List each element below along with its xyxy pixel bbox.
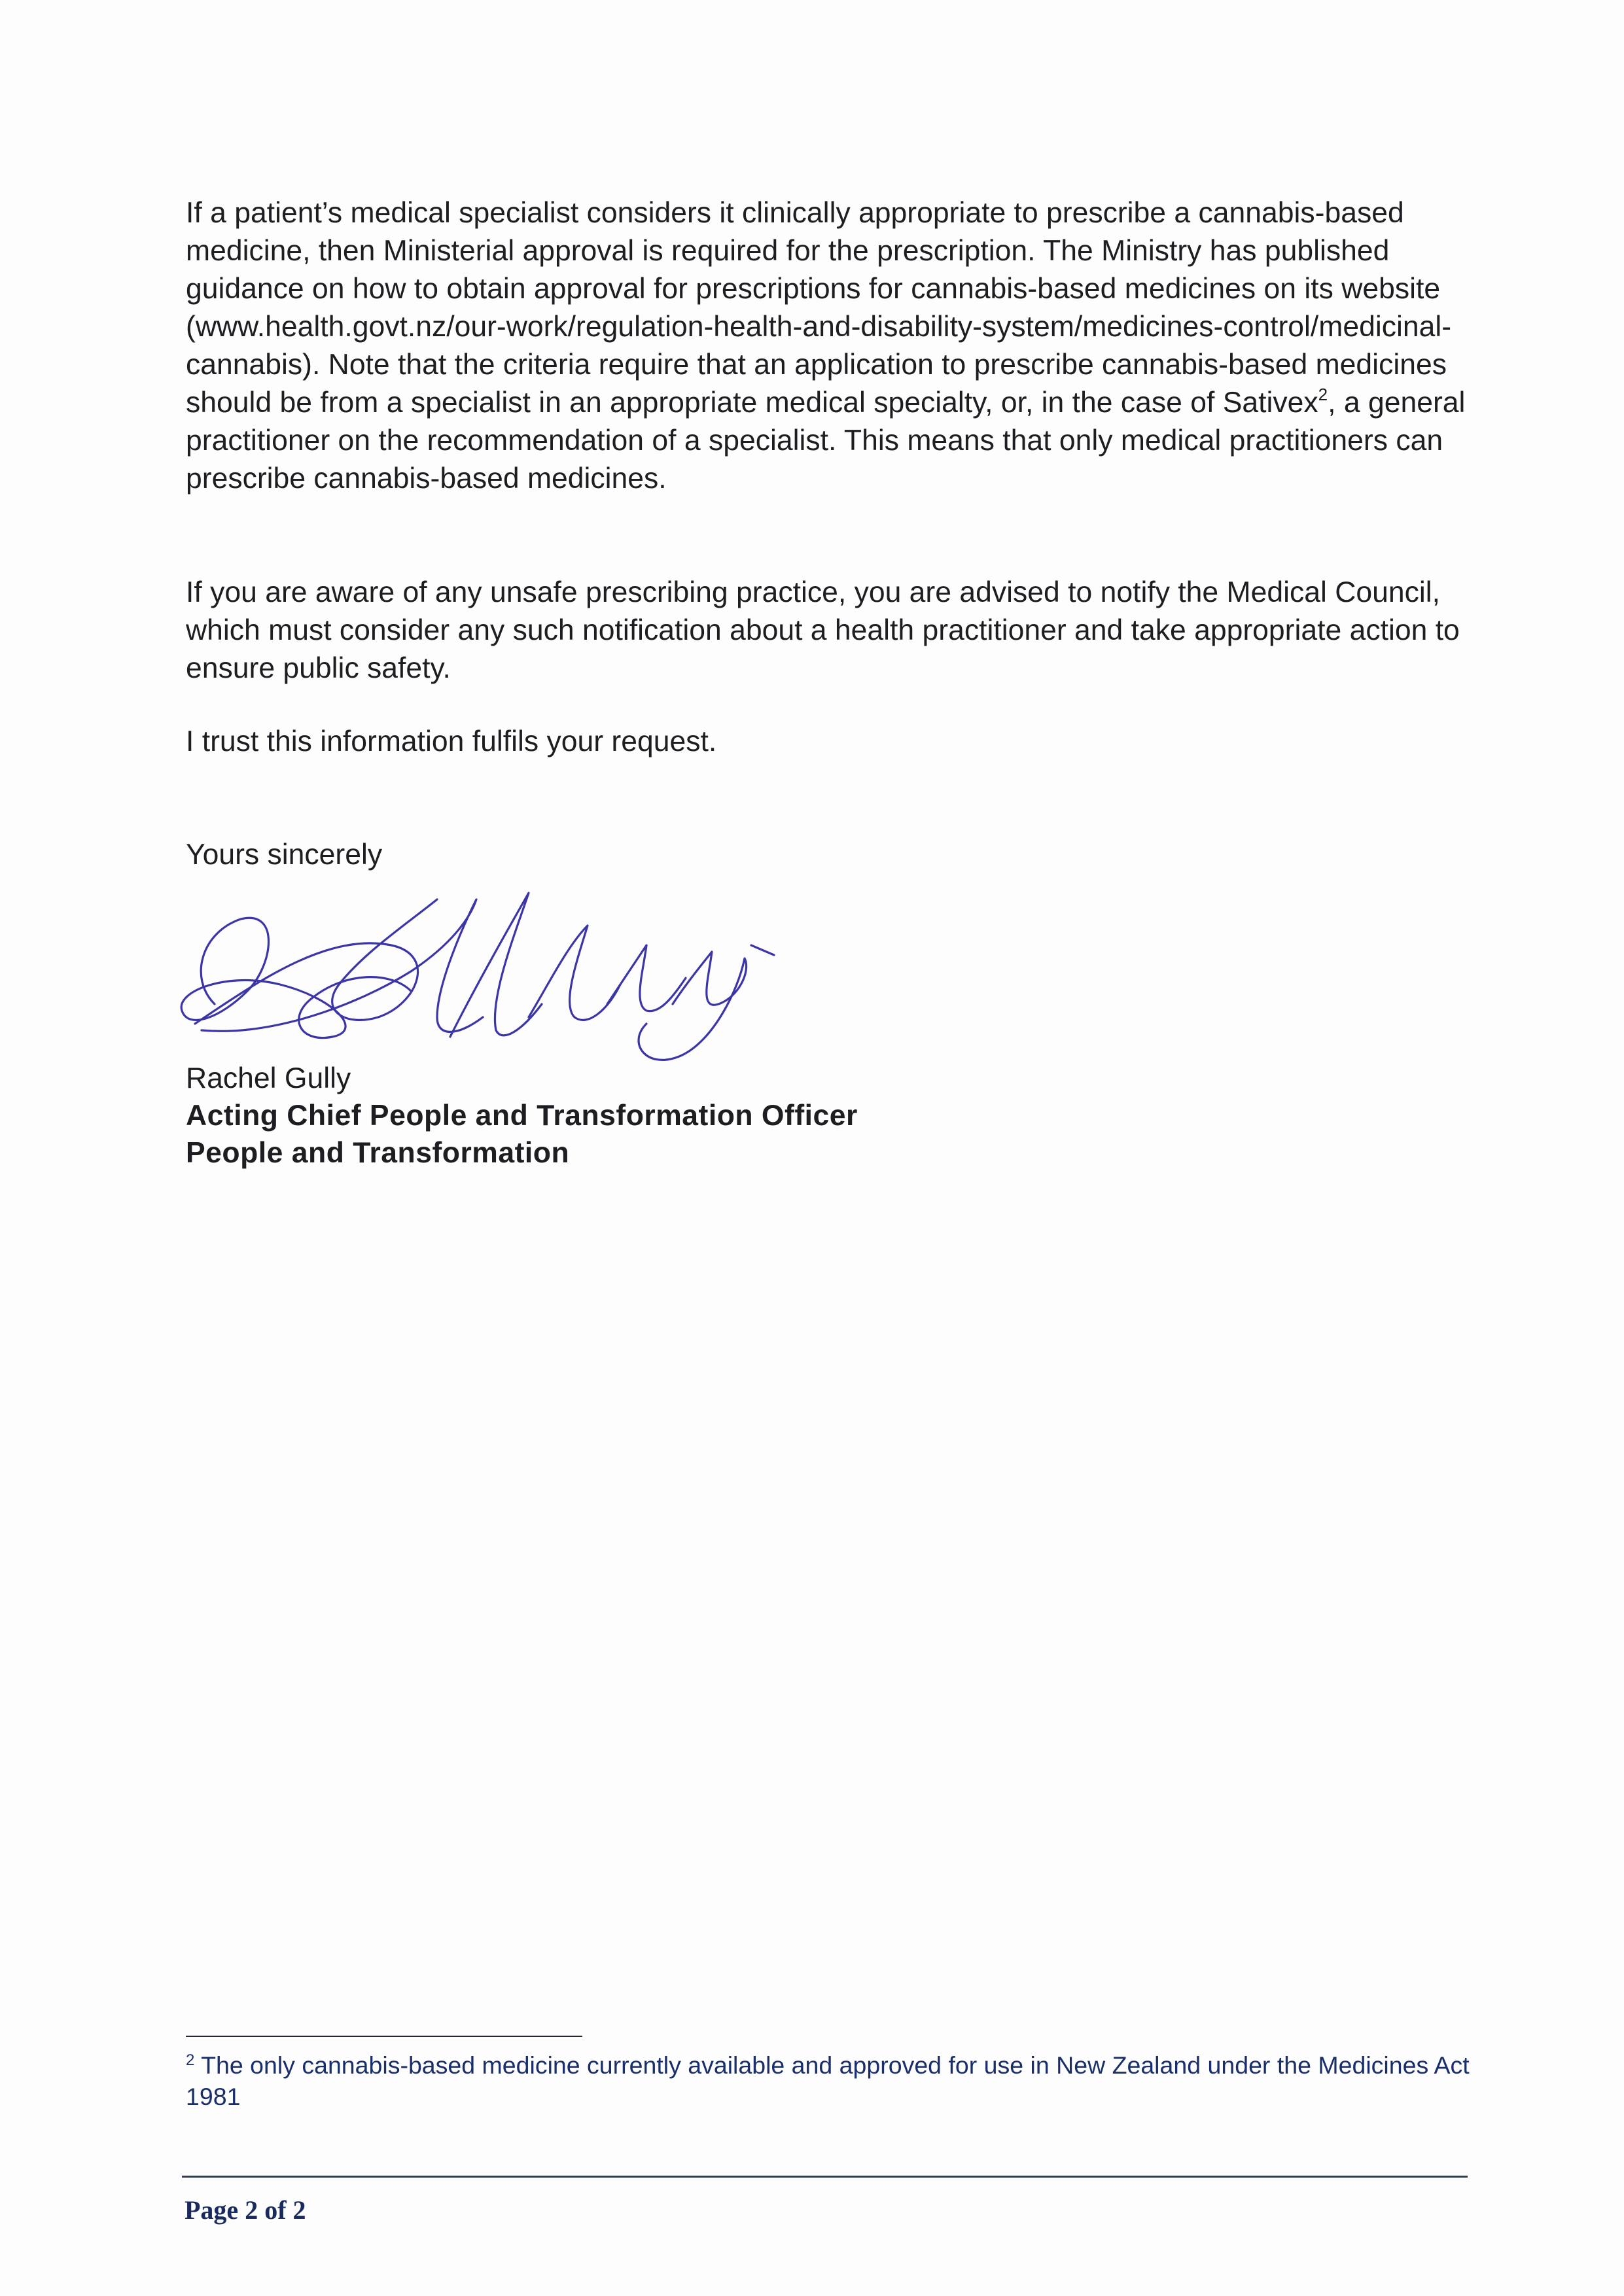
paragraph-text: , a general practitioner on the recommendation of a specialist. This means that only medical practitioners can prescribe cannabis-based medicines.	[186, 387, 1466, 495]
handwritten-signature	[175, 873, 777, 1070]
body-paragraph-1	[186, 194, 1494, 498]
signatory-title: Acting Chief People and Transformation Officer	[186, 1100, 858, 1132]
footnote-text: The only cannabis-based medicine currently available and approved for use in New Zealand under the Medicines Act 1981	[186, 2051, 1470, 2110]
signature-block	[186, 1060, 858, 1172]
footnote-divider	[186, 2036, 582, 2037]
paragraph-text: If a patient’s medical specialist considers it clinically appropriate to prescribe a cannabis-based medicine, then Ministerial approval is required for the prescription. The Ministry has published guidance on how to obtain approval for prescriptions for cannabis-based medicines on its website (www.health.govt.nz/our-work/regulation-health-and-disability-system/medicines-control/medicinal-cannabis). Note that the criteria require that an application to prescribe cannabis-based medicines should be from a specialist in an appropriate medical specialty, or, in the case of Sativex	[186, 197, 1452, 419]
footnote	[186, 2049, 1481, 2112]
signatory-name: Rachel Gully	[186, 1062, 351, 1094]
page-number: Page 2 of 2	[185, 2195, 306, 2225]
salutation-text: Yours sincerely	[186, 839, 383, 871]
body-paragraph-3	[186, 723, 1494, 761]
footer-divider	[182, 2176, 1468, 2178]
paragraph-text: If you are aware of any unsafe prescribing practice, you are advised to notify the Medical Council, which must consider any such notification about a health practitioner and take appropriate action to ensure public safety.	[186, 576, 1460, 684]
closing-salutation	[186, 836, 1494, 874]
footnote-reference: 2	[1318, 385, 1328, 404]
body-paragraph-2	[186, 574, 1494, 687]
signatory-unit: People and Transformation	[186, 1137, 570, 1169]
paragraph-text: I trust this information fulfils your request.	[186, 725, 717, 757]
footnote-marker: 2	[186, 2051, 195, 2069]
